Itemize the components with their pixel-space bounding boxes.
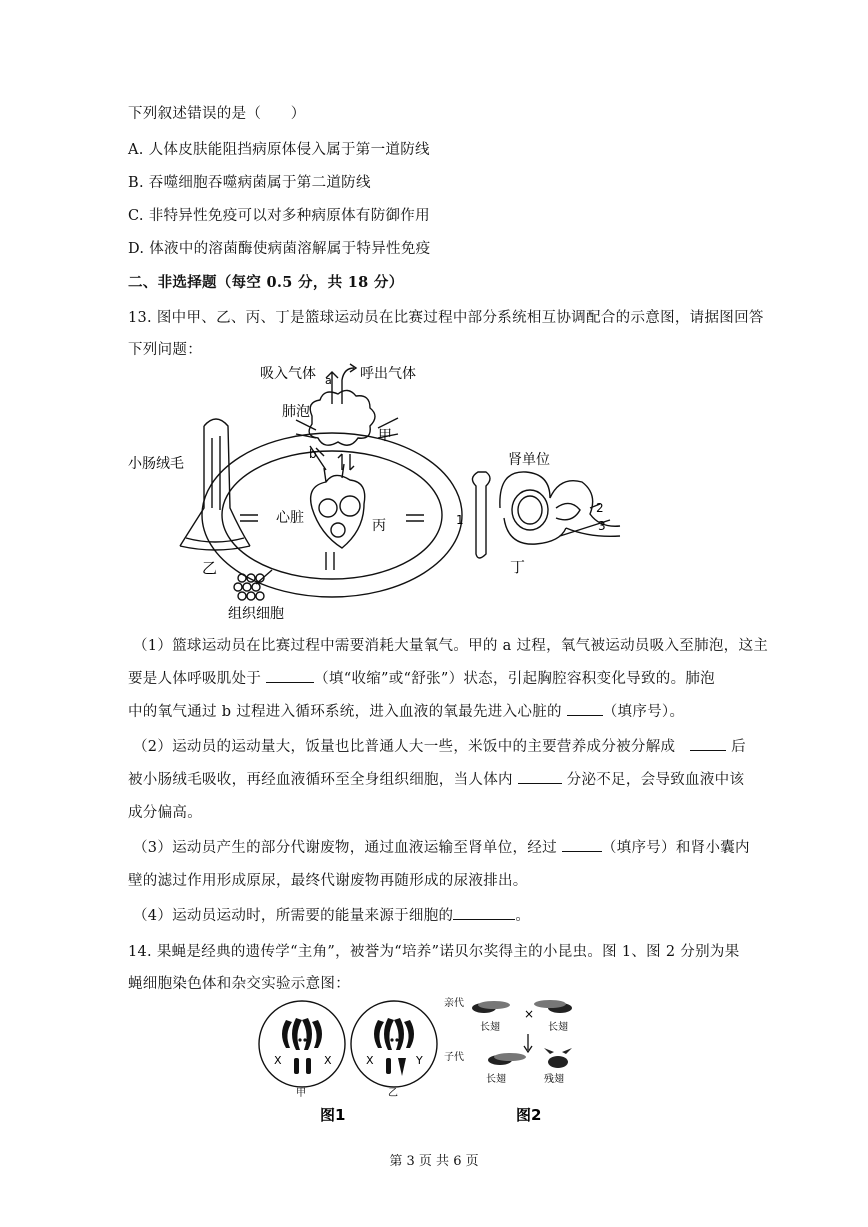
q13-p3-a: （3）运动员产生的部分代谢废物，通过血液运输至肾单位，经过 （填序号）和肾小囊内 <box>133 836 750 857</box>
label-nephron: 肾单位 <box>508 452 550 468</box>
q12-option-a: A. 人体皮肤能阻挡病原体侵入属于第一道防线 <box>128 142 430 158</box>
q13-stem-2: 下列问题： <box>128 342 202 358</box>
q14-stem-2: 蝇细胞染色体和杂交实验示意图： <box>128 976 350 992</box>
fig1-jia-right: X <box>324 1054 332 1067</box>
section-title: 二、非选择题（每空 0.5 分，共 18 分） <box>128 274 404 291</box>
label-yi: 乙 <box>202 559 218 577</box>
fig2-caption: 图2 <box>516 1106 542 1124</box>
fig1-caption: 图1 <box>320 1106 346 1124</box>
q14-figure-1 <box>256 996 456 1126</box>
q13-p2-a: （2）运动员的运动量大，饭量也比普通人大一些，米饭中的主要营养成分被分解成 后 <box>133 735 746 756</box>
answer-blank[interactable] <box>518 769 562 784</box>
fig2-parent1: 长翅 <box>480 1022 500 1033</box>
label-alveoli: 肺泡 <box>282 404 310 420</box>
q13-p3-b: 壁的滤过作用形成原尿，最终代谢废物再随形成的尿液排出。 <box>128 873 528 889</box>
fig1-yi-name: 乙 <box>388 1088 398 1099</box>
label-2: 2 <box>596 501 604 515</box>
fig2-child2: 残翅 <box>544 1074 564 1085</box>
q13-p2-c: 成分偏高。 <box>128 805 202 821</box>
answer-blank[interactable] <box>690 736 726 751</box>
q13-diagram <box>120 358 640 626</box>
q13-p1-a: （1）篮球运动员在比赛过程中需要消耗大量氧气。甲的 a 过程，氧气被运动员吸入至肺泡，这主 <box>133 638 769 654</box>
label-1: 1 <box>456 513 464 527</box>
answer-blank[interactable] <box>567 701 603 716</box>
label-jia: 甲 <box>378 428 392 444</box>
label-bing: 丙 <box>372 518 386 534</box>
answer-blank[interactable] <box>266 668 314 683</box>
q13-stem-1: 13. 图中甲、乙、丙、丁是篮球运动员在比赛过程中部分系统相互协调配合的示意图，请据图回答 <box>128 310 764 326</box>
label-villi: 小肠绒毛 <box>128 456 184 472</box>
q12-stem: 下列叙述错误的是（ ） <box>128 106 306 122</box>
fig2-cross: × <box>524 1007 535 1021</box>
q14-stem-1: 14. 果蝇是经典的遗传学“主角”，被誉为“培养”诺贝尔奖得主的小昆虫。图 1、图 2 分别为果 <box>128 944 740 960</box>
label-inhale: 吸入气体 <box>260 366 316 382</box>
label-tissue: 组织细胞 <box>228 606 284 622</box>
answer-blank[interactable] <box>562 837 602 852</box>
q12-option-d: D. 体液中的溶菌酶使病菌溶解属于特异性免疫 <box>128 241 431 257</box>
answer-blank[interactable] <box>453 905 515 920</box>
page-footer: 第 3 页 共 6 页 <box>389 1154 479 1169</box>
fig1-yi-right: Y <box>416 1054 423 1067</box>
q13-p1-c: 中的氧气通过 b 过程进入循环系统，进入血液的氧最先进入心脏的 （填序号）。 <box>128 700 684 721</box>
label-b: b <box>309 447 317 461</box>
fig1-yi-left: X <box>366 1054 374 1067</box>
label-heart: 心脏 <box>276 510 304 526</box>
q13-p2-b: 被小肠绒毛吸收，再经血液循环至全身组织细胞，当人体内 分泌不足，会导致血液中该 <box>128 768 744 789</box>
label-exhale: 呼出气体 <box>360 366 416 382</box>
fig2-offspring-label: 子代 <box>444 1052 464 1063</box>
fig2-child1: 长翅 <box>486 1074 506 1085</box>
q12-option-b: B. 吞噬细胞吞噬病菌属于第二道防线 <box>128 175 371 191</box>
label-a: a <box>325 374 332 387</box>
fig2-parent-label: 亲代 <box>444 998 464 1009</box>
fig1-jia-left: X <box>274 1054 282 1067</box>
q14-figure-2 <box>440 996 600 1126</box>
q13-p4: （4）运动员运动时，所需要的能量来源于细胞的 。 <box>133 904 530 925</box>
fig1-jia-name: 甲 <box>296 1088 306 1099</box>
label-3: 3 <box>598 519 606 533</box>
label-ding: 丁 <box>510 558 526 576</box>
q12-option-c: C. 非特异性免疫可以对多种病原体有防御作用 <box>128 208 430 224</box>
q13-p1-b: 要是人体呼吸肌处于 （填“收缩”或“舒张”）状态，引起胸腔容积变化导致的。肺泡 <box>128 667 715 688</box>
fig2-parent2: 长翅 <box>548 1022 568 1033</box>
